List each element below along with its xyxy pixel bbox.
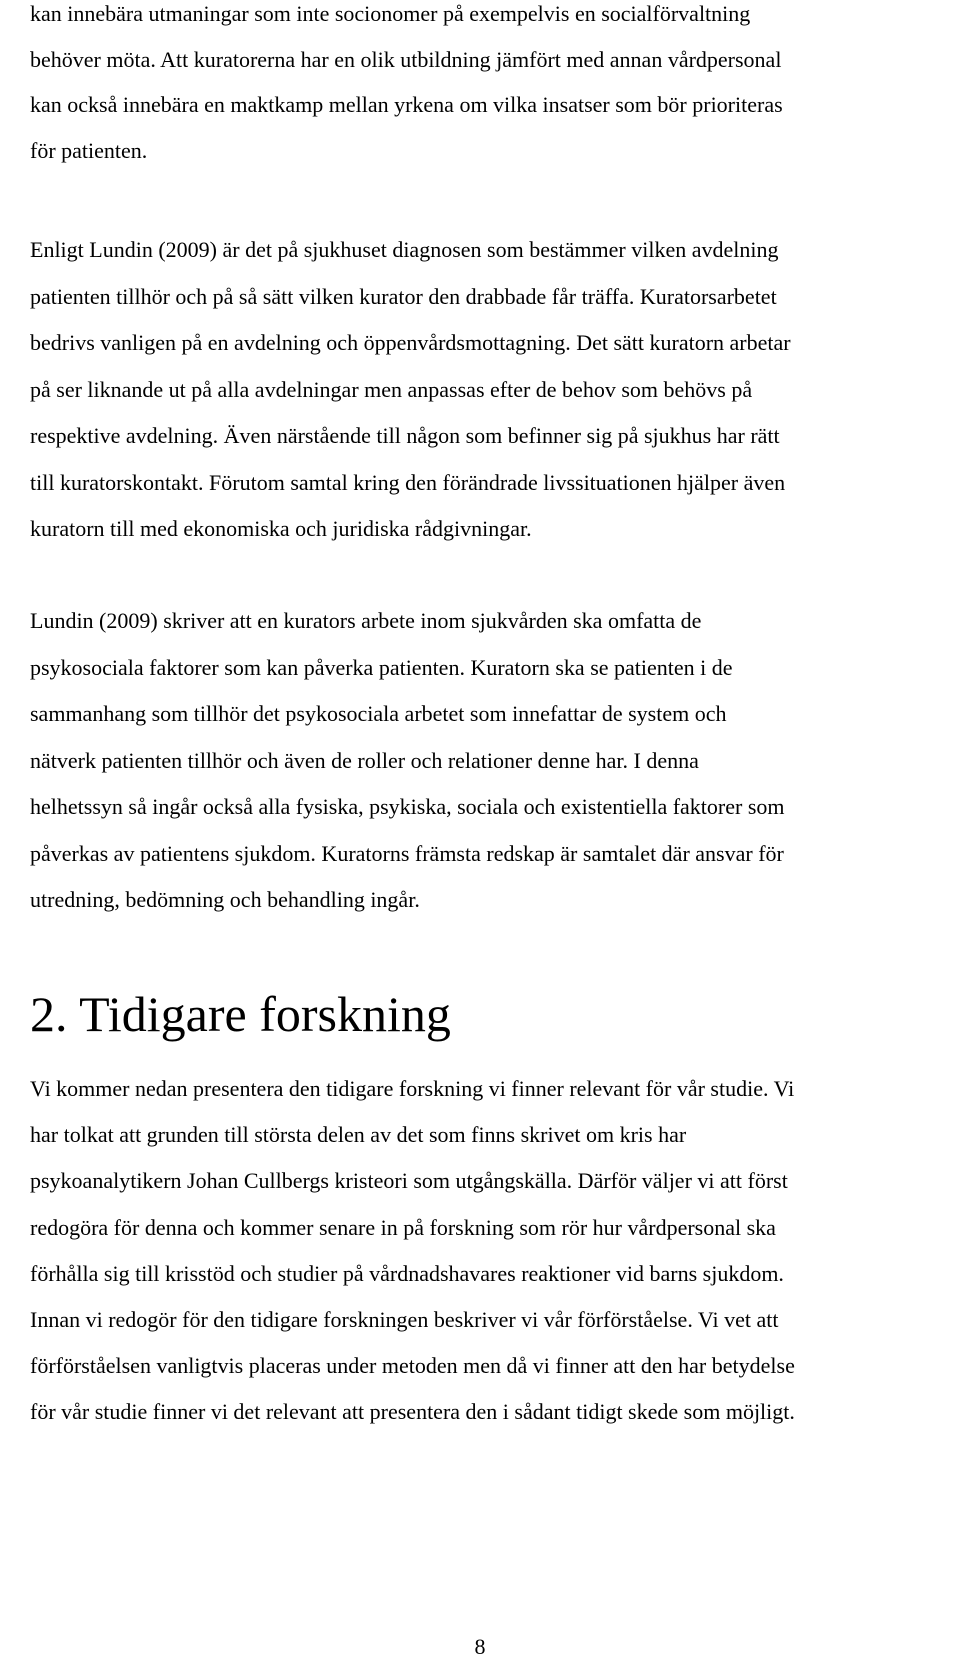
page-number: 8 — [474, 1634, 486, 1659]
paragraph-line: för patienten. — [30, 137, 148, 163]
section-heading: 2. Tidigare forskning — [30, 986, 451, 1042]
paragraph-line: kuratorn till med ekonomiska och juridiska rådgivningar. — [30, 516, 532, 541]
paragraph-line: psykosociala faktorer som kan påverka patienten. Kuratorn ska se patienten i de — [30, 654, 733, 680]
paragraph-line: sammanhang som tillhör det psykosociala arbetet som innefattar de system och — [30, 701, 727, 726]
paragraph-line: kan innebära utmaningar som inte socionomer på exempelvis en socialförvaltning — [30, 1, 751, 26]
paragraph-1 — [30, 0, 944, 173]
paragraph-line: på ser liknande ut på alla avdelningar men anpassas efter de behov som behövs på — [30, 376, 753, 402]
paragraph-line: bedrivs vanligen på en avdelning och öppenvårdsmottagning. Det sätt kuratorn arbetar — [30, 330, 791, 355]
paragraph-line: påverkas av patientens sjukdom. Kuratorns främsta redskap är samtalet där ansvar för — [30, 840, 784, 866]
paragraph-4 — [30, 1066, 944, 1436]
paragraph-line: kan också innebära en maktkamp mellan yrkena om vilka insatser som bör prioriteras — [30, 92, 783, 117]
paragraph-line: Innan vi redogör för den tidigare forskningen beskriver vi vår förförståelse. Vi vet att — [30, 1307, 779, 1333]
paragraph-3 — [30, 598, 944, 924]
paragraph-line: Lundin (2009) skriver att en kurators arbete inom sjukvården ska omfatta de — [30, 608, 702, 633]
paragraph-line: Vi kommer nedan presentera den tidigare forskning vi finner relevant för vår studie. Vi — [30, 1076, 795, 1101]
paragraph-2 — [30, 227, 944, 553]
paragraph-line: helhetssyn så ingår också alla fysiska, psykiska, sociala och existentiella faktorer som — [30, 794, 785, 819]
paragraph-line: utredning, bedömning och behandling ingår. — [30, 887, 420, 912]
paragraph-line: respektive avdelning. Även närstående till någon som befinner sig på sjukhus har rätt — [30, 423, 780, 448]
paragraph-line: för vår studie finner vi det relevant att presentera den i sådant tidigt skede som möjligt. — [30, 1399, 795, 1425]
paragraph-line: patienten tillhör och på så sätt vilken kurator den drabbade får träffa. Kuratorsarbetet — [30, 283, 777, 309]
paragraph-line: nätverk patienten tillhör och även de roller och relationer denne har. I denna — [30, 747, 699, 773]
paragraph-line: till kuratorskontakt. Förutom samtal kring den förändrade livssituationen hjälper även — [30, 469, 786, 495]
paragraph-line: behöver möta. Att kuratorerna har en olik utbildning jämfört med annan vårdpersonal — [30, 46, 782, 72]
paragraph-line: har tolkat att grunden till största delen av det som finns skrivet om kris har — [30, 1122, 687, 1148]
paragraph-line: förförståelsen vanligtvis placeras under metoden men då vi finner att den har betydelse — [30, 1353, 795, 1379]
paragraph-line: redogöra för denna och kommer senare in på forskning som rör hur vårdpersonal ska — [30, 1214, 776, 1240]
paragraph-line: förhålla sig till krisstöd och studier på vårdnadshavares reaktioner vid barns sjukdom. — [30, 1260, 784, 1286]
paragraph-line: Enligt Lundin (2009) är det på sjukhuset diagnosen som bestämmer vilken avdelning — [30, 237, 779, 262]
paragraph-line: psykoanalytikern Johan Cullbergs kristeori som utgångskälla. Därför väljer vi att först — [30, 1168, 788, 1194]
